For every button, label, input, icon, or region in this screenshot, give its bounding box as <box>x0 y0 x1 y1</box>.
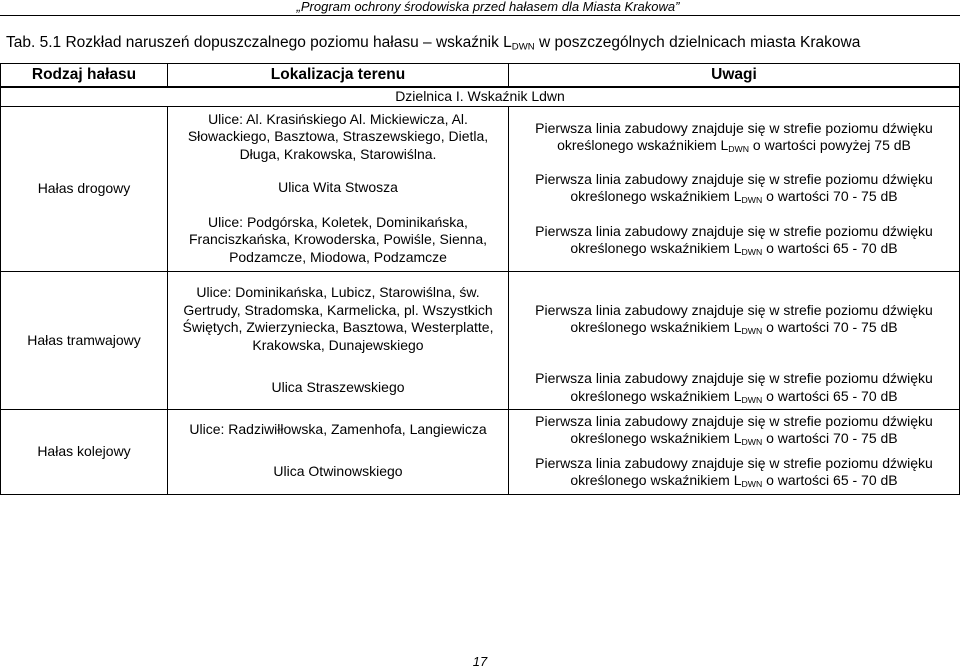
remark-cell: Pierwsza linia zabudowy znajduje się w strefie poziomu dźwięku określonego wskaźnikiem $L_{DWN}$ o wartości 65 - 70 dB <box>535 454 933 490</box>
remark-value: 65 - 70 dB <box>833 387 898 404</box>
location-cell: Ulica Wita Stwosza <box>278 179 398 196</box>
page-number: 17 <box>472 654 488 669</box>
table-caption <box>6 34 860 52</box>
remark-value: 70 - 75 dB <box>833 319 898 335</box>
section-title: Dzielnica I. Wskaźnik Ldwn <box>395 88 565 105</box>
caption-subscript: DWN <box>511 41 535 53</box>
remark-value: 70 - 75 dB <box>833 188 898 204</box>
remark-cell: Pierwsza linia zabudowy znajduje się w strefie poziomu dźwięku określonego wskaźnikiem $L_{DWN}$ o wartości 65 - 70 dB <box>535 370 933 405</box>
location-cell: Ulice: Radziwiłłowska, Zamenhofa, Langiewicza <box>189 421 487 438</box>
caption-suffix: w poszczególnych dzielnicach miasta Krakowa <box>534 34 861 51</box>
column-header-remarks: Uwagi <box>711 66 757 84</box>
remark-cell: Pierwsza linia zabudowy znajduje się w strefie poziomu dźwięku określonego wskaźnikiem $L_{DWN}$ o wartości 70 - 75 dB <box>535 301 933 337</box>
remark-cell: Pierwsza linia zabudowy znajduje się w strefie poziomu dźwięku określonego wskaźnikiem $L_{DWN}$ o wartości powyżej 75 dB <box>535 119 933 155</box>
remark-cell: Pierwsza linia zabudowy znajduje się w strefie poziomu dźwięku określonego wskaźnikiem $L_{DWN}$ o wartości 65 - 70 dB <box>535 222 933 258</box>
remark-value: 75 dB <box>874 137 911 153</box>
location-cell: Ulica Straszewskiego <box>271 378 405 395</box>
group-tram: Hałas tramwajowy <box>27 331 141 348</box>
caption-prefix: Tab. 5.1 Rozkład naruszeń dopuszczalnego poziomu hałasu – wskaźnik L <box>6 34 512 51</box>
running-header <box>0 0 960 14</box>
column-header-location: Lokalizacja terenu <box>270 66 406 84</box>
remark-value: 70 - 75 dB <box>833 430 898 446</box>
location-cell: Ulice: Al. Krasińskiego Al. Mickiewicza, Al. Słowackiego, Basztowa, Straszewskiego, Dietla, Długa, Krakowska, Starowiślna. <box>187 110 489 162</box>
grid-col1-body-line <box>167 107 168 495</box>
remark-cell: Pierwsza linia zabudowy znajduje się w strefie poziomu dźwięku określonego wskaźnikiem $L_{DWN}$ o wartości 70 - 75 dB <box>535 170 933 206</box>
location-cell: Ulice: Podgórska, Koletek, Dominikańska, Franciszkańska, Krowoderska, Powiśle, Sienna, Podzamcze, Miodowa, Podzamcze <box>188 213 488 265</box>
location-cell: Ulica Otwinowskiego <box>273 463 403 480</box>
group-rail: Hałas kolejowy <box>37 443 131 460</box>
header-rule <box>0 15 960 16</box>
remark-value: 65 - 70 dB <box>833 240 898 256</box>
location-cell: Ulice: Dominikańska, Lubicz, Starowiślna, św. Gertrudy, Stradomska, Karmelicka, pl. Wszystkich Świętych, Zwierzyniecka, Basztowa, Westerplatte, Krakowska, Dunajewskiego <box>182 284 494 353</box>
group-road: Hałas drogowy <box>37 180 131 197</box>
remark-value: 65 - 70 dB <box>833 472 898 488</box>
remark-cell: Pierwsza linia zabudowy znajduje się w strefie poziomu dźwięku określonego wskaźnikiem $L_{DWN}$ o wartości 70 - 75 dB <box>535 412 933 448</box>
column-header-type: Rodzaj hałasu <box>31 66 137 84</box>
grid-bottom-line <box>0 494 960 495</box>
running-header-text: „Program ochrony środowiska przed hałasem dla Miasta Krakowa” <box>296 0 680 14</box>
